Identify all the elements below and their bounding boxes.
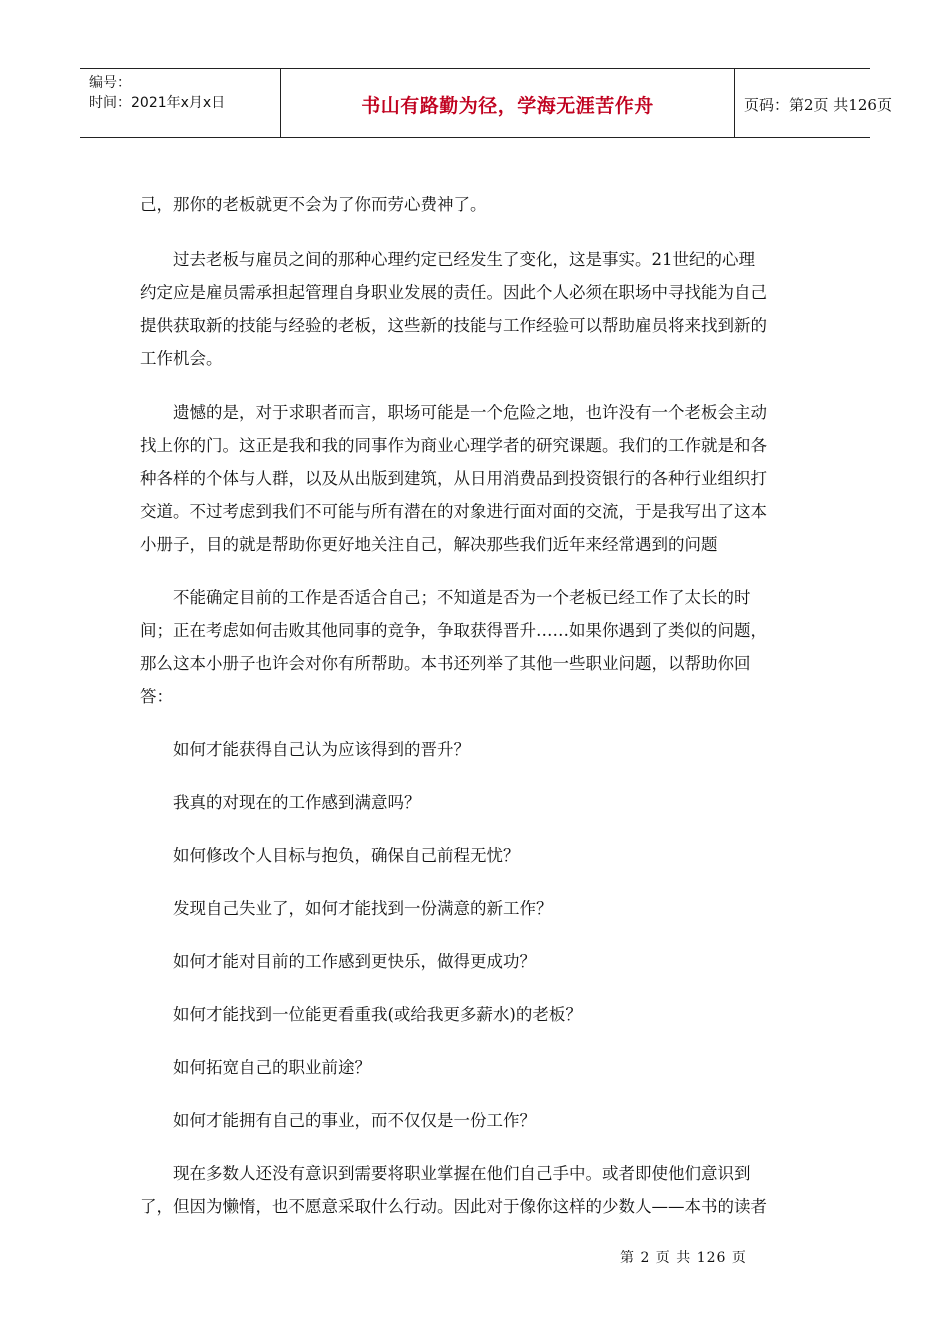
body-line: 约定应是雇员需承担起管理自身职业发展的责任。因此个人必须在职场中寻找能为自己 (140, 283, 767, 302)
question-line: 如何才能找到一位能更看重我(或给我更多薪水)的老板？ (173, 1005, 582, 1024)
body-line: 交道。不过考虑到我们不可能与所有潜在的对象进行面对面的交流，于是我写出了这本 (140, 502, 767, 521)
body-line: 不能确定目前的工作是否适合自己；不知道是否为一个老板已经工作了太长的时 (173, 588, 751, 607)
header-meta-cell (80, 69, 280, 137)
body-line: 间；正在考虑如何击败其他同事的竞争，争取获得晋升……如果你遇到了类似的问题， (140, 621, 767, 640)
question-line: 如何才能获得自己认为应该得到的晋升？ (173, 740, 470, 759)
body-line: 现在多数人还没有意识到需要将职业掌握在他们自己手中。或者即使他们意识到 (173, 1164, 751, 1183)
body-line: 了，但因为懒惰，也不愿意采取什么行动。因此对于像你这样的少数人——本书的读者 (140, 1197, 767, 1216)
body-line: 遗憾的是，对于求职者而言，职场可能是一个危险之地，也许没有一个老板会主动 (173, 403, 767, 422)
document-time-label: 时间：2021年x月x日 (89, 95, 226, 111)
body-line: 小册子，目的就是帮助你更好地关注自己，解决那些我们近年来经常遇到的问题 (140, 535, 718, 554)
document-number-label: 编号： (89, 75, 131, 91)
body-line: 过去老板与雇员之间的那种心理约定已经发生了变化，这是事实。21世纪的心理 (173, 250, 755, 269)
question-line: 我真的对现在的工作感到满意吗？ (173, 793, 421, 812)
body-line: 己，那你的老板就更不会为了你而劳心费神了。 (140, 195, 487, 214)
question-line: 如何才能对目前的工作感到更快乐，做得更成功？ (173, 952, 536, 971)
body-line: 种各样的个体与人群，以及从出版到建筑，从日用消费品到投资银行的各种行业组织打 (140, 469, 767, 488)
body-line: 找上你的门。这正是我和我的同事作为商业心理学者的研究课题。我们的工作就是和各 (140, 436, 767, 455)
question-line: 如何拓宽自己的职业前途？ (173, 1058, 371, 1077)
question-line: 发现自己失业了，如何才能找到一份满意的新工作？ (173, 899, 553, 918)
question-line: 如何修改个人目标与抱负，确保自己前程无忧？ (173, 846, 520, 865)
body-line: 那么这本小册子也许会对你有所帮助。本书还列举了其他一些职业问题，以帮助你回 (140, 654, 751, 673)
question-line: 如何才能拥有自己的事业，而不仅仅是一份工作？ (173, 1111, 536, 1130)
body-line: 工作机会。 (140, 349, 223, 368)
motto-text: 书山有路勤为径，学海无涯苦作舟 (361, 95, 654, 117)
body-line: 答： (140, 687, 173, 706)
header-motto-cell (280, 69, 735, 137)
document-header (80, 68, 892, 138)
header-page-cell (734, 69, 892, 137)
page-footer: 第 2 页 共 126 页 (620, 1250, 747, 1266)
header-page-code: 页码：第2页 共126页 (744, 96, 892, 114)
body-line: 提供获取新的技能与经验的老板，这些新的技能与工作经验可以帮助雇员将来找到新的 (140, 316, 767, 335)
